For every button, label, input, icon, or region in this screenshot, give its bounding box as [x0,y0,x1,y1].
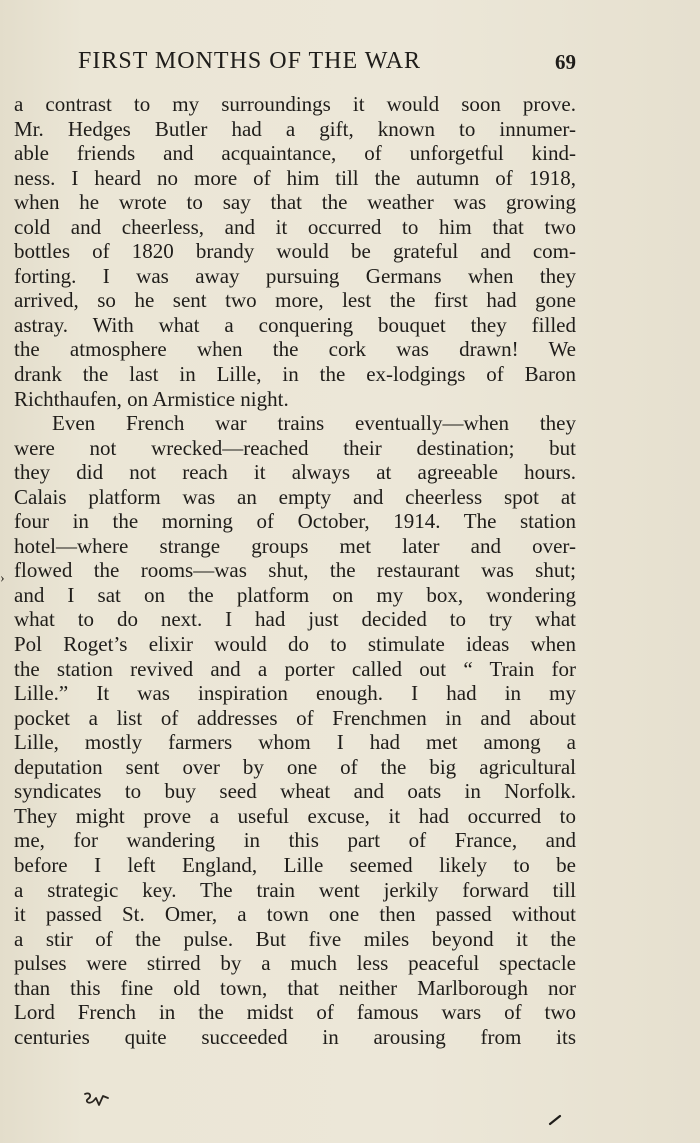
text-line: hotel—where strange groups met later and over- [14,533,576,558]
body-text [14,92,576,1049]
text-line: Lille, mostly farmers whom I had met among a [14,730,576,755]
text-line: Pol Roget’s elixir would do to stimulate ideas when [14,632,576,657]
text-line: arrived, so he sent two more, lest the first had gone [14,288,576,313]
text-line: Mr. Hedges Butler had a gift, known to innumer- [14,116,576,141]
page-number: 69 [555,50,576,74]
text-line: centuries quite succeeded in arousing from its [14,1024,576,1049]
text-line: cold and cheerless, and it occurred to him that two [14,214,576,239]
text-line: and I sat on the platform on my box, wondering [14,582,576,607]
text-line: than this fine old town, that neither Marlborough nor [14,975,576,1000]
text-line: the atmosphere when the cork was drawn! We [14,337,576,362]
text-line: pulses were stirred by a much less peaceful spectacle [14,951,576,976]
page-header [14,48,576,82]
text-line: astray. With what a conquering bouquet they filled [14,312,576,337]
text-line: deputation sent over by one of the big agricultural [14,754,576,779]
text-line: were not wrecked—reached their destination; but [14,435,576,460]
text-line: drank the last in Lille, in the ex-lodgings of Baron [14,362,576,387]
text-line: Lord French in the midst of famous wars of two [14,1000,576,1025]
text-line: flowed the rooms—was shut, the restaurant was shut; [14,558,576,583]
pen-tick-icon [548,1114,562,1126]
text-line: what to do next. I had just decided to try what [14,607,576,632]
text-line: when he wrote to say that the weather was growing [14,190,576,215]
text-line: Richthaufen, on Armistice night. [14,386,289,411]
text-line: Calais platform was an empty and cheerless spot at [14,484,576,509]
text-line: Lille.” It was inspiration enough. I had in my [14,681,576,706]
text-line: a strategic key. The train went jerkily forward till [14,877,576,902]
text-line-paragraph-start: Even French war trains eventually—when they [52,411,576,436]
text-line: me, for wandering in this part of France, and [14,828,576,853]
text-line: pocket a list of addresses of Frenchmen in and about [14,705,576,730]
text-line: they did not reach it always at agreeable hours. [14,460,576,485]
text-line: forting. I was away pursuing Germans when they [14,263,576,288]
running-title: FIRST MONTHS OF THE WAR [78,48,422,74]
text-line: syndicates to buy seed wheat and oats in Norfolk. [14,779,576,804]
text-line: a contrast to my surroundings it would soon prove. [14,92,576,116]
text-line: a stir of the pulse. But five miles beyond it the [14,926,576,951]
text-line: the station revived and a porter called out “ Train for [14,656,576,681]
text-line: able friends and acquaintance, of unforgetful kind- [14,141,576,166]
margin-mark: › [0,571,5,586]
text-line: bottles of 1820 brandy would be grateful and com- [14,239,576,264]
text-line: four in the morning of October, 1914. The station [14,509,576,534]
handwritten-mark-icon [82,1090,110,1112]
text-line: before I left England, Lille seemed likely to be [14,852,576,877]
text-line: it passed St. Omer, a town one then passed without [14,902,576,927]
text-line: ness. I heard no more of him till the autumn of 1918, [14,165,576,190]
text-line: They might prove a useful excuse, it had occurred to [14,803,576,828]
